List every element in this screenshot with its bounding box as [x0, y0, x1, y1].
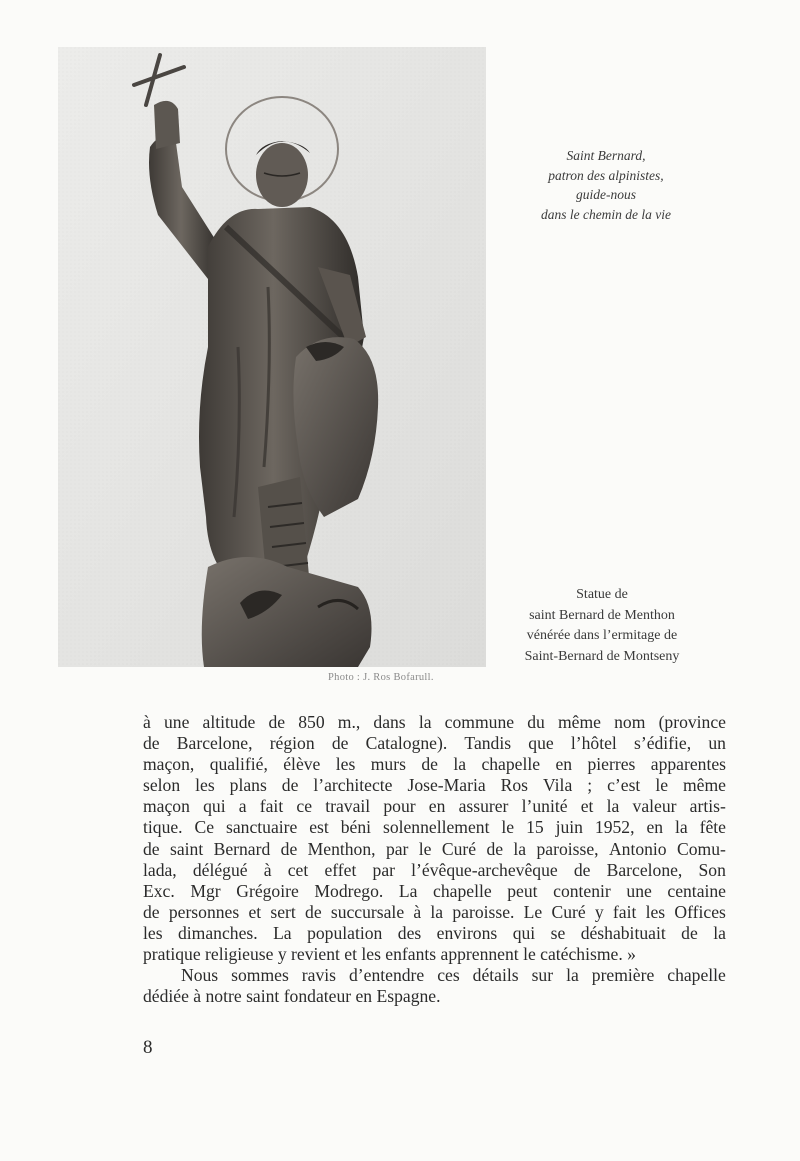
prayer-line: patron des alpinistes, — [548, 167, 664, 183]
body-paragraphs — [143, 712, 726, 1007]
text-line: de personnes et sert de succursale à la paroisse. Le Curé y fait les Offices — [143, 901, 726, 922]
text-line: tique. Ce sanctuaire est béni solennellement le 15 juin 1952, en la fête — [143, 817, 726, 838]
caption-line: Statue de — [576, 587, 628, 602]
caption-line: Saint-Bernard de Montseny — [524, 648, 680, 664]
photo-credit: Photo : J. Ros Bofarull. — [328, 672, 434, 683]
statue-illustration — [58, 47, 486, 667]
text-line: les dimanches. La population des environs qui se déshabituait de la — [143, 922, 726, 943]
caption-line: vénérée dans l’ermitage de — [526, 628, 678, 643]
prayer-line: dans le chemin de la vie — [540, 206, 672, 222]
text-line: Exc. Mgr Grégoire Modrego. La chapelle peut contenir une centaine — [143, 880, 726, 901]
text-line: Nous sommes ravis d’entendre ces détails sur la première chapelle — [181, 965, 726, 986]
text-line: dédiée à notre saint fondateur en Espagne. — [143, 986, 441, 1007]
prayer-line: Saint Bernard, — [566, 148, 646, 163]
text-line: à une altitude de 850 m., dans la commune du même nom (province — [143, 712, 726, 732]
caption-line: saint Bernard de Menthon — [529, 607, 675, 623]
text-line: maçon, qualifié, élève les murs de la chapelle en pierres apparentes — [143, 754, 726, 775]
text-line: de saint Bernard de Menthon, par le Curé de la paroisse, Antonio Comu- — [143, 838, 726, 859]
text-line: maçon qui a fait ce travail pour en assurer l’unité et la valeur artis- — [143, 796, 726, 817]
text-line: selon les plans de l’architecte Jose-Maria Ros Vila ; c’est le même — [143, 775, 726, 796]
text-line: pratique religieuse y revient et les enfants apprennent le catéchisme. » — [143, 944, 636, 965]
prayer-line: guide-nous — [576, 187, 636, 202]
text-line: de Barcelone, région de Catalogne). Tandis que l’hôtel s’édifie, un — [143, 733, 726, 754]
statue-photo — [58, 47, 486, 667]
prayer-caption — [502, 146, 710, 224]
statue-caption — [498, 585, 706, 667]
text-line: lada, délégué à cet effet par l’évêque-archevêque de Barcelone, Son — [143, 859, 726, 880]
page-number: 8 — [143, 1037, 153, 1058]
